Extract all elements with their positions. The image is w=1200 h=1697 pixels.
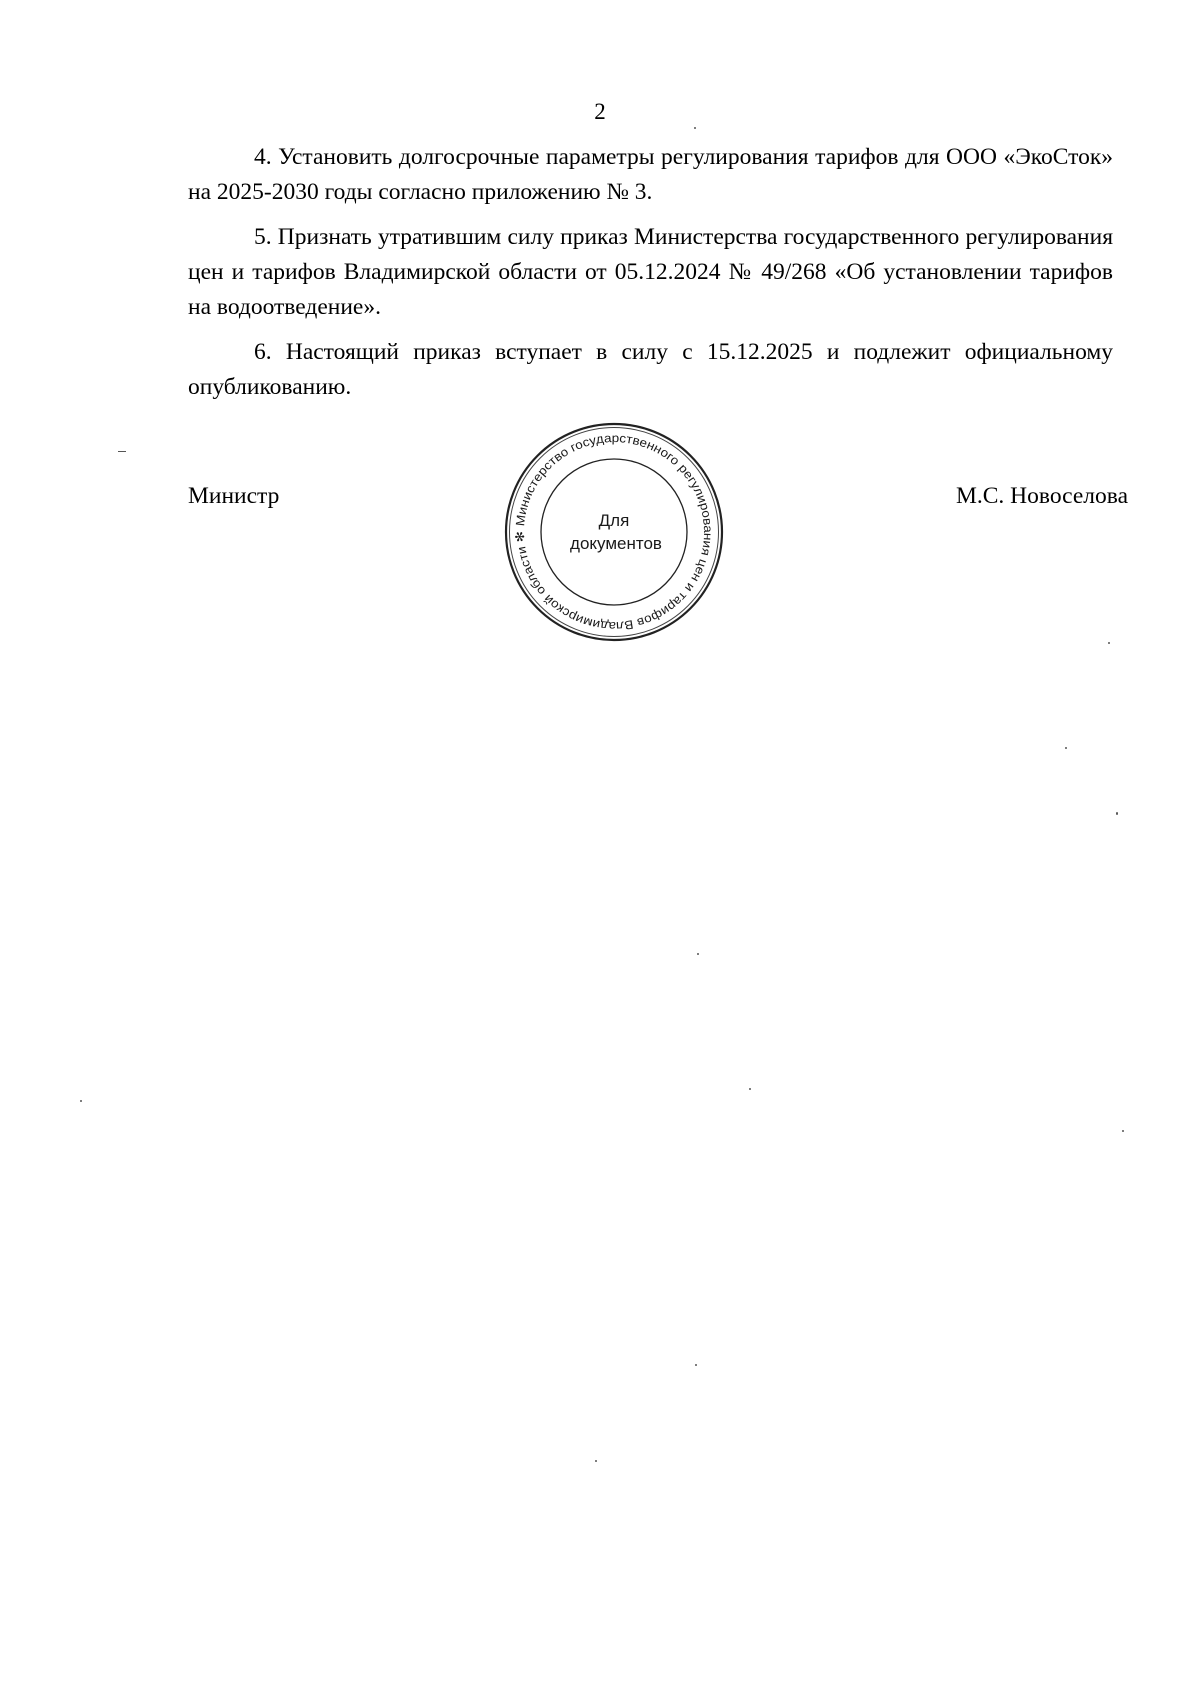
scan-speck [749,1088,751,1090]
paragraph-6: 6. Настоящий приказ вступает в силу с 15.12.2025 и подлежит официальному опубликованию. [188,339,1113,400]
seal-outer-ring [506,424,722,640]
seal-ring-text [513,431,715,633]
scan-speck [1116,812,1118,815]
seal-inner-ring [541,459,687,605]
signatory-name: М.С. Новоселова [955,483,1128,509]
paragraph-5: 5. Признать утратившим силу приказ Министерства государственного регулирования цен и тарифов Владимирской области от 05.12.2024 № 49/268 «Об установлении тарифов на водоотведение». [188,224,1113,320]
scan-speck [1065,747,1067,749]
scan-speck [695,1364,697,1366]
seal-center-line2: документов [570,534,662,553]
order-body [188,140,1113,415]
seal-center-line1: Для [598,511,630,530]
seal-ring-textpath: Министерство государственного регулирования цен и тарифов Владимирской области ✻ [512,430,716,634]
official-seal [503,421,725,643]
seal-graphic [503,421,725,643]
scan-speck [694,127,696,129]
scan-speck [80,1100,82,1102]
scan-speck [595,1460,597,1462]
page-number: 2 [594,99,606,124]
paragraph-4: 4. Установить долгосрочные параметры регулирования тарифов для ООО «ЭкоСток» на 2025-2030 годы согласно приложению № 3. [188,144,1113,205]
scan-speck [118,451,126,452]
scan-speck [1122,1130,1124,1132]
scan-speck [1108,642,1110,644]
scan-speck [697,953,699,955]
signatory-title: Министр [188,483,280,509]
